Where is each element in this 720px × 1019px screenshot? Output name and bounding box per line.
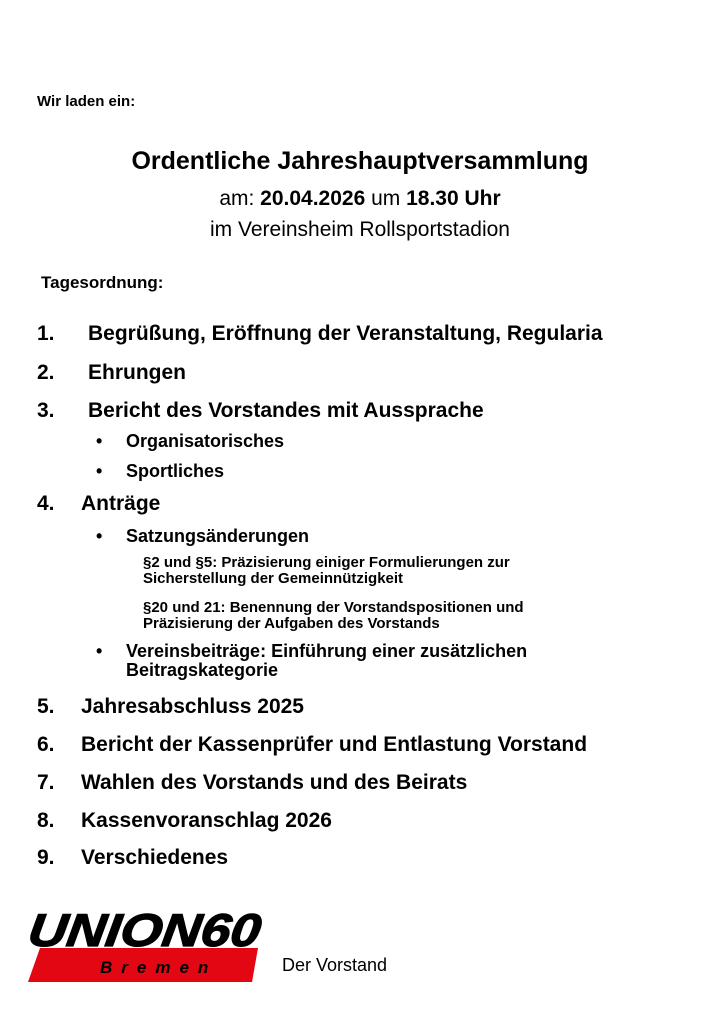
agenda-item xyxy=(37,846,229,870)
logo-city: Bremen xyxy=(100,958,218,977)
date-mid: um xyxy=(365,187,407,210)
agenda-item-number: 9. xyxy=(37,846,55,869)
agenda-item xyxy=(37,809,332,833)
logo-graphic xyxy=(28,900,268,990)
page-title: Ordentliche Jahreshauptversammlung xyxy=(131,147,589,175)
agenda-bullet xyxy=(96,641,606,680)
bullet-text: Sportliches xyxy=(126,461,225,481)
agenda-item xyxy=(37,733,588,757)
bullet-glyph: • xyxy=(96,641,103,661)
agenda-bullet xyxy=(96,431,285,452)
agenda-item-text: Kassenvoranschlag 2026 xyxy=(81,809,332,832)
meeting-date: 20.04.2026 xyxy=(260,187,366,210)
meeting-venue: im Vereinsheim Rollsportstadion xyxy=(210,218,510,241)
agenda-item-number: 3. xyxy=(37,399,55,422)
agenda-item-text: Bericht der Kassenprüfer und Entlastung Vorstand xyxy=(81,733,588,756)
satzung-detail: §2 und §5: Präzisierung einiger Formulierungen zur Sicherstellung der Gemeinnützigkeit xyxy=(143,554,510,587)
agenda-item xyxy=(37,399,484,423)
agenda-item xyxy=(37,771,468,795)
agenda-item xyxy=(37,322,603,346)
agenda-item-number: 6. xyxy=(37,733,55,756)
agenda-item-text: Anträge xyxy=(81,492,161,515)
agenda-item-text: Begrüßung, Eröffnung der Veranstaltung, Regularia xyxy=(88,322,603,345)
bullet-glyph: • xyxy=(96,526,103,546)
signature: Der Vorstand xyxy=(282,955,388,975)
bullet-text: Vereinsbeiträge: Einführung einer zusätzlichen Beitragskategorie xyxy=(126,641,528,680)
logo-wordmark: UNION60 xyxy=(28,904,232,956)
agenda-item xyxy=(37,361,186,385)
agenda-item-number: 2. xyxy=(37,361,55,384)
agenda-item-text: Ehrungen xyxy=(88,361,186,384)
agenda-item-number: 7. xyxy=(37,771,55,794)
bullet-text: Satzungsänderungen xyxy=(126,526,310,546)
agenda-item-number: 1. xyxy=(37,322,55,345)
agenda-item-number: 5. xyxy=(37,695,55,718)
agenda-bullet xyxy=(96,526,310,547)
meeting-date-line xyxy=(0,187,720,211)
bullet-glyph: • xyxy=(96,431,103,451)
intro-text: Wir laden ein: xyxy=(37,93,136,110)
agenda-item-text: Jahresabschluss 2025 xyxy=(81,695,304,718)
agenda-item-text: Wahlen des Vorstands und des Beirats xyxy=(81,771,468,794)
agenda-item-number: 8. xyxy=(37,809,55,832)
union60-logo xyxy=(28,900,268,990)
meeting-time: 18.30 Uhr xyxy=(406,187,501,210)
satzung-detail: §20 und 21: Benennung der Vorstandspositionen und Präzisierung der Aufgaben des Vorstands xyxy=(143,599,524,632)
agenda-bullet xyxy=(96,461,225,482)
agenda-item-text: Verschiedenes xyxy=(81,846,229,869)
agenda-heading: Tagesordnung: xyxy=(41,273,164,292)
date-prefix: am: xyxy=(219,187,261,210)
agenda-item xyxy=(37,695,304,719)
agenda-item-text: Bericht des Vorstandes mit Aussprache xyxy=(88,399,484,422)
agenda-item xyxy=(37,492,161,516)
bullet-text: Organisatorisches xyxy=(126,431,285,451)
bullet-glyph: • xyxy=(96,461,103,481)
agenda-item-number: 4. xyxy=(37,492,55,515)
